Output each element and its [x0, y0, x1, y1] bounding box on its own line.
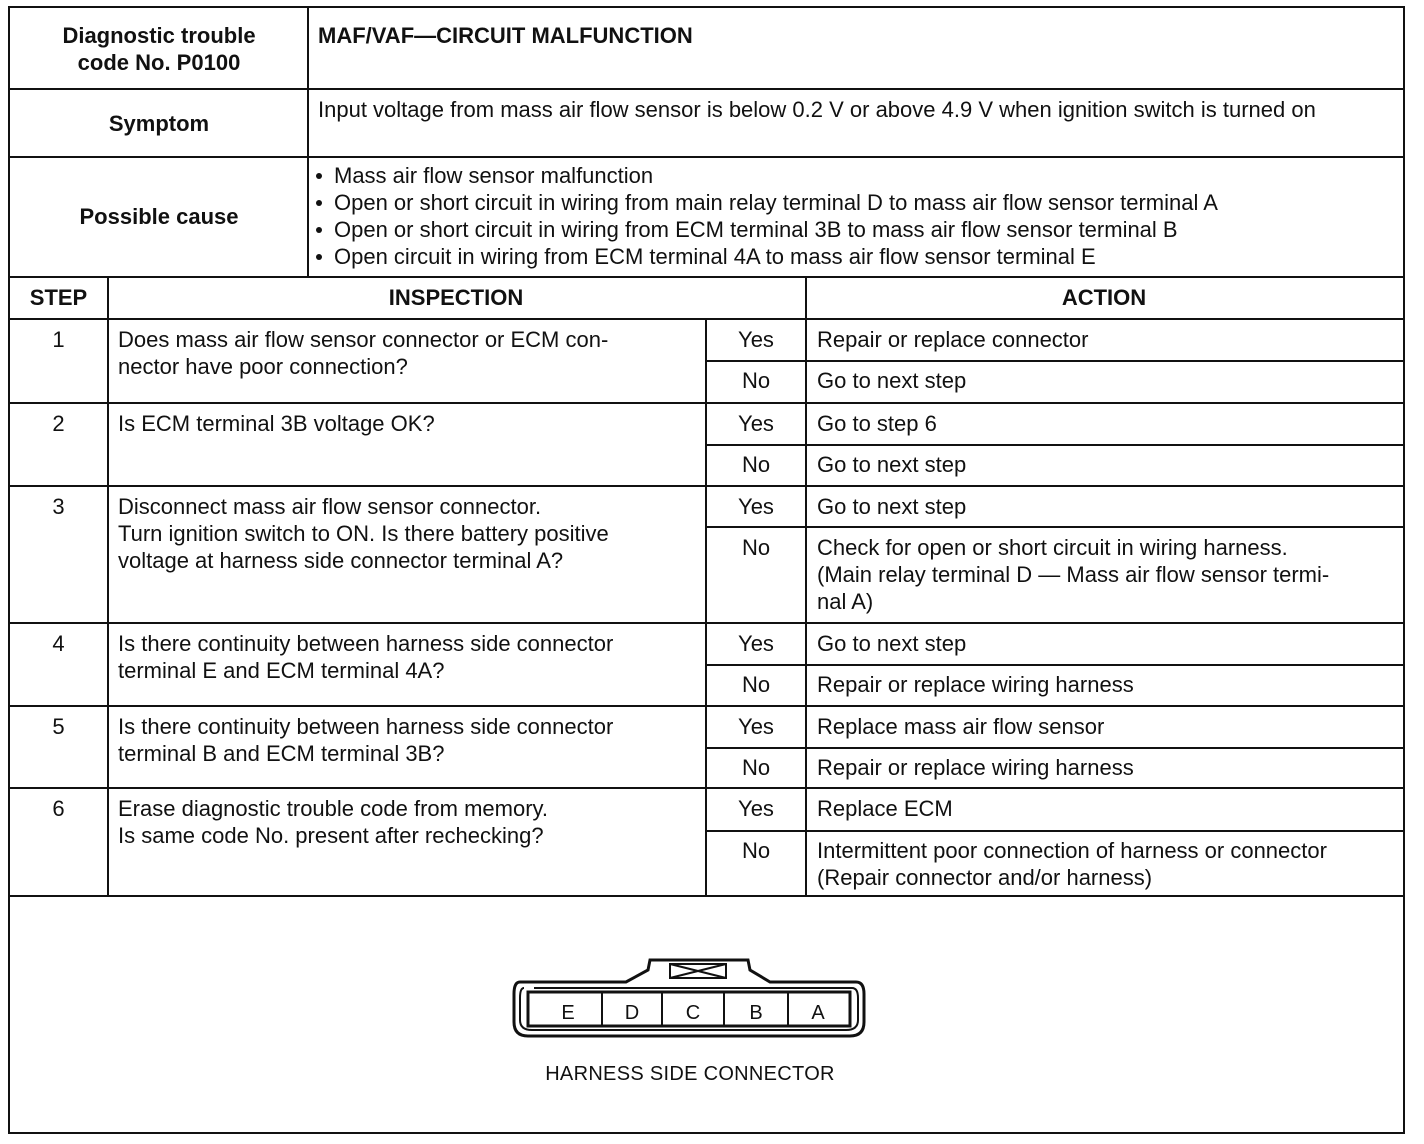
- step-inspection: Is ECM terminal 3B voltage OK?: [118, 411, 435, 436]
- dtc-label: Diagnostic trouble code No. P0100: [62, 23, 256, 75]
- yes-action: Go to step 6: [817, 411, 937, 436]
- terminal-d: D: [624, 1002, 640, 1024]
- step-number: 6: [52, 796, 65, 821]
- no-label: No: [741, 452, 771, 477]
- step-inspection: Erase diagnostic trouble code from memory. Is same code No. present after rechecking?: [118, 796, 548, 848]
- step-number: 4: [52, 631, 65, 656]
- no-action: Go to next step: [817, 452, 967, 477]
- yes-label: Yes: [738, 714, 774, 739]
- step-number: 1: [52, 327, 65, 352]
- dtc-title: MAF/VAF—CIRCUIT MALFUNCTION: [318, 23, 693, 48]
- yes-label: Yes: [738, 631, 774, 656]
- step-number: 5: [52, 714, 65, 739]
- no-label: No: [741, 368, 771, 393]
- step-number: 3: [52, 494, 65, 519]
- yes-label: Yes: [738, 411, 774, 436]
- step-inspection: Does mass air flow sensor connector or ECM con- nector have poor connection?: [118, 327, 609, 379]
- yes-action: Replace ECM: [817, 796, 953, 821]
- yes-action: Repair or replace connector: [817, 327, 1089, 352]
- yes-label: Yes: [738, 327, 774, 352]
- terminal-a: A: [811, 1002, 825, 1024]
- yes-label: Yes: [738, 796, 774, 821]
- no-action: Repair or replace wiring harness: [817, 755, 1134, 780]
- symptom-label: Symptom: [108, 111, 210, 136]
- step-number: 2: [52, 411, 65, 436]
- no-action: Go to next step: [817, 368, 967, 393]
- possible-cause-list-wrap: [310, 162, 1400, 270]
- no-label: No: [741, 755, 771, 780]
- step-inspection: Disconnect mass air flow sensor connector. Turn ignition switch to ON. Is there battery positive voltage at harness side connector terminal A?: [118, 494, 609, 573]
- cause-item: Open or short circuit in wiring from ECM terminal 3B to mass air flow sensor terminal B: [310, 216, 1400, 243]
- connector-caption: HARNESS SIDE CONNECTOR: [545, 1063, 835, 1085]
- no-label: No: [741, 672, 771, 697]
- action-header: ACTION: [1061, 285, 1147, 310]
- yes-action: Go to next step: [817, 631, 967, 656]
- no-action: Intermittent poor connection of harness or connector (Repair connector and/or harness): [817, 838, 1327, 890]
- step-inspection: Is there continuity between harness side connector terminal B and ECM terminal 3B?: [118, 714, 614, 766]
- no-label: No: [741, 838, 771, 863]
- inspection-header: INSPECTION: [388, 285, 524, 310]
- terminal-e: E: [561, 1002, 575, 1024]
- connector-diagram: [510, 948, 880, 1053]
- symptom-text: Input voltage from mass air flow sensor is below 0.2 V or above 4.9 V when ignition switch is turned on: [318, 97, 1316, 122]
- no-action: Repair or replace wiring harness: [817, 672, 1134, 697]
- cause-item: Open or short circuit in wiring from main relay terminal D to mass air flow sensor terminal A: [310, 189, 1400, 216]
- yes-action: Go to next step: [817, 494, 967, 519]
- step-inspection: Is there continuity between harness side connector terminal E and ECM terminal 4A?: [118, 631, 614, 683]
- connector-housing: [514, 960, 864, 1036]
- possible-cause-list: [310, 162, 1400, 270]
- no-action: Check for open or short circuit in wiring harness. (Main relay terminal D — Mass air flow sensor termi- nal A): [817, 535, 1330, 614]
- terminal-c: C: [685, 1002, 701, 1024]
- lock-tab: [670, 964, 726, 978]
- diagnostic-table: [8, 6, 1405, 1134]
- yes-action: Replace mass air flow sensor: [817, 714, 1105, 739]
- cause-item: Open circuit in wiring from ECM terminal 4A to mass air flow sensor terminal E: [310, 243, 1400, 270]
- cause-item: Mass air flow sensor malfunction: [310, 162, 1400, 189]
- step-header: STEP: [29, 285, 88, 310]
- yes-label: Yes: [738, 494, 774, 519]
- no-label: No: [741, 535, 771, 560]
- possible-cause-label: Possible cause: [79, 204, 239, 229]
- terminal-b: B: [749, 1002, 763, 1024]
